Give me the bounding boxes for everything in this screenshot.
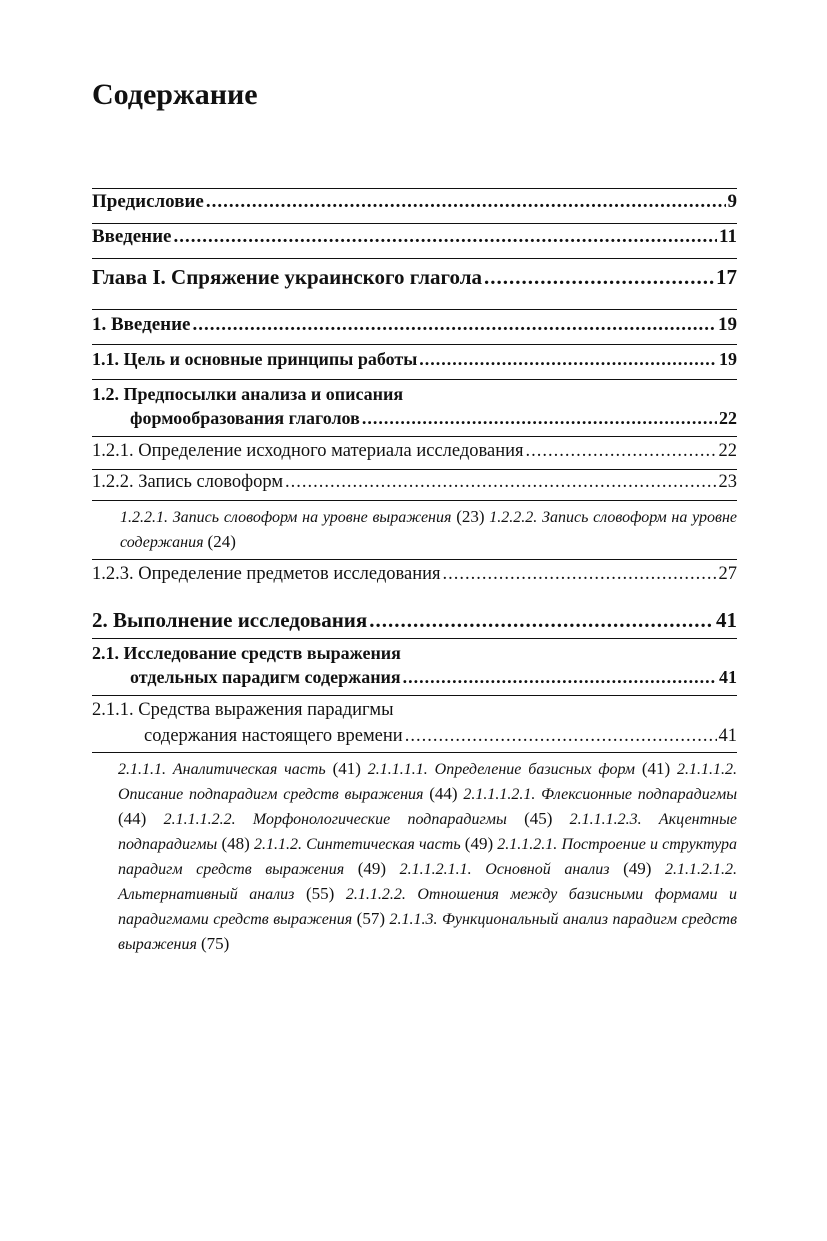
subsection-page: (49)	[464, 834, 494, 853]
page-number: 22	[719, 408, 737, 428]
toc-entry-1-2-2[interactable]	[92, 472, 737, 500]
subsection-title: 2.1.1.2.1. Построение и структура парадигм средств выражения	[118, 836, 738, 878]
subsection-title: 2.1.1.1.2. Описание подпарадигм средств выражения	[118, 761, 738, 803]
toc-entry-2-1-1[interactable]	[92, 700, 737, 752]
subsection-page: (48)	[221, 834, 250, 853]
page-number: 19	[719, 349, 737, 369]
subsection-page: (49)	[623, 859, 652, 878]
page-number: 27	[718, 564, 737, 584]
divider	[92, 258, 737, 259]
entry-label: 1.2.3. Определение предметов исследования	[92, 564, 441, 584]
page-number: 23	[718, 472, 737, 492]
toc-entry-2-1[interactable]	[92, 643, 737, 695]
dot-leader	[403, 667, 717, 688]
divider	[92, 469, 737, 470]
subsection-title: 2.1.1.1. Аналитическая часть	[118, 761, 326, 778]
table-of-contents	[92, 188, 737, 957]
dot-leader	[206, 191, 726, 213]
dot-leader	[484, 265, 714, 290]
divider	[92, 436, 737, 437]
subsection-title: 2.1.1.2.2. Отношения между базисными формами и парадигмами средств выражения	[118, 886, 738, 928]
divider	[92, 559, 737, 560]
divider	[92, 379, 737, 380]
divider	[92, 500, 737, 501]
toc-entry-1-2-1[interactable]	[92, 441, 737, 469]
subsection-title: 2.1.1.1.2.1. Флексионные подпарадигмы	[463, 786, 738, 803]
subsection-page: (75)	[200, 934, 230, 953]
subsection-page: (41)	[641, 759, 671, 778]
subsection-title: 2.1.1.2. Синтетическая часть	[253, 836, 461, 853]
subsection-title: 2.1.1.3. Функциональный анализ парадигм средств выражения	[118, 911, 738, 953]
dot-leader	[526, 441, 717, 462]
toc-entry-1[interactable]	[92, 314, 737, 344]
divider	[92, 188, 737, 189]
entry-label-continued: отдельных парадигм содержания	[130, 667, 401, 687]
entry-label: 1.2.2. Запись словоформ	[92, 472, 284, 492]
page-number: 11	[719, 226, 737, 247]
subsection-title: 2.1.1.2.1.2. Альтернативный анализ	[118, 861, 737, 903]
subsection-page: (23)	[456, 507, 485, 526]
page-number: 41	[719, 667, 737, 687]
divider	[92, 309, 737, 310]
page-number: 9	[727, 191, 737, 212]
dot-leader	[369, 608, 714, 633]
divider	[92, 223, 737, 224]
page-number: 41	[718, 726, 737, 746]
divider	[92, 695, 737, 696]
page-number: 19	[718, 314, 737, 335]
subsection-title: 2.1.1.1.1. Определение базисных форм	[367, 761, 635, 778]
subsection-page: (45)	[524, 809, 553, 828]
entry-label: Предисловие	[92, 191, 204, 212]
divider	[92, 752, 737, 753]
subsection-page: (57)	[356, 909, 385, 928]
toc-entry-intro[interactable]	[92, 226, 737, 258]
toc-entry-chapter-1[interactable]	[92, 265, 737, 309]
divider	[92, 638, 737, 639]
entry-label: 1.2. Предпосылки анализа и описания	[92, 384, 404, 404]
subsection-title: 1.2.2.1. Запись словоформ на уровне выражения	[120, 509, 452, 526]
entry-label: 2. Выполнение исследования	[92, 608, 368, 632]
entry-label-continued: формообразования глаголов	[130, 408, 360, 428]
toc-entry-1-1[interactable]	[92, 349, 737, 379]
toc-entry-1-2[interactable]	[92, 384, 737, 436]
subsection-title: 2.1.1.1.2.2. Морфонологические подпарадигмы	[163, 811, 507, 828]
entry-label: 2.1.1. Средства выражения парадигмы	[92, 700, 394, 720]
entry-label-continued: содержания настоящего времени	[144, 726, 403, 746]
subsection-page: (24)	[207, 532, 236, 551]
subsection-page: (55)	[305, 884, 335, 903]
entry-label: 1.2.1. Определение исходного материала исследования	[92, 441, 524, 461]
dot-leader	[419, 349, 717, 370]
subsection-title: 2.1.1.1.2.3. Акцентные подпарадигмы	[118, 811, 738, 853]
subsection-list-1-2-2	[92, 505, 737, 555]
toc-entry-1-2-3[interactable]	[92, 564, 737, 608]
subsection-page: (44)	[118, 809, 147, 828]
page-number: 17	[716, 265, 737, 289]
subsection-page: (41)	[332, 759, 361, 778]
entry-label: 2.1. Исследование средств выражения	[92, 643, 401, 663]
subsection-title: 2.1.1.2.1.1. Основной анализ	[399, 861, 610, 878]
entry-label: Введение	[92, 226, 172, 247]
divider	[92, 344, 737, 345]
dot-leader	[405, 726, 717, 747]
subsection-list-2-1-1	[92, 757, 737, 957]
subsection-page: (49)	[357, 859, 387, 878]
toc-entry-preface[interactable]	[92, 191, 737, 223]
dot-leader	[443, 564, 717, 585]
page-number: 41	[716, 608, 737, 632]
dot-leader	[193, 314, 717, 336]
entry-label: 1.1. Цель и основные принципы работы	[92, 349, 418, 369]
page-number: 22	[718, 441, 737, 461]
page-title: Содержание	[92, 78, 258, 111]
subsection-page: (44)	[429, 784, 458, 803]
entry-label: Глава I. Спряжение украинского глагола	[92, 265, 483, 289]
entry-label: 1. Введение	[92, 314, 191, 335]
dot-leader	[285, 472, 716, 493]
dot-leader	[174, 226, 718, 248]
subsection-title: 1.2.2.2. Запись словоформ на уровне содержания	[120, 509, 738, 551]
dot-leader	[362, 408, 717, 429]
toc-entry-2[interactable]	[92, 608, 737, 638]
